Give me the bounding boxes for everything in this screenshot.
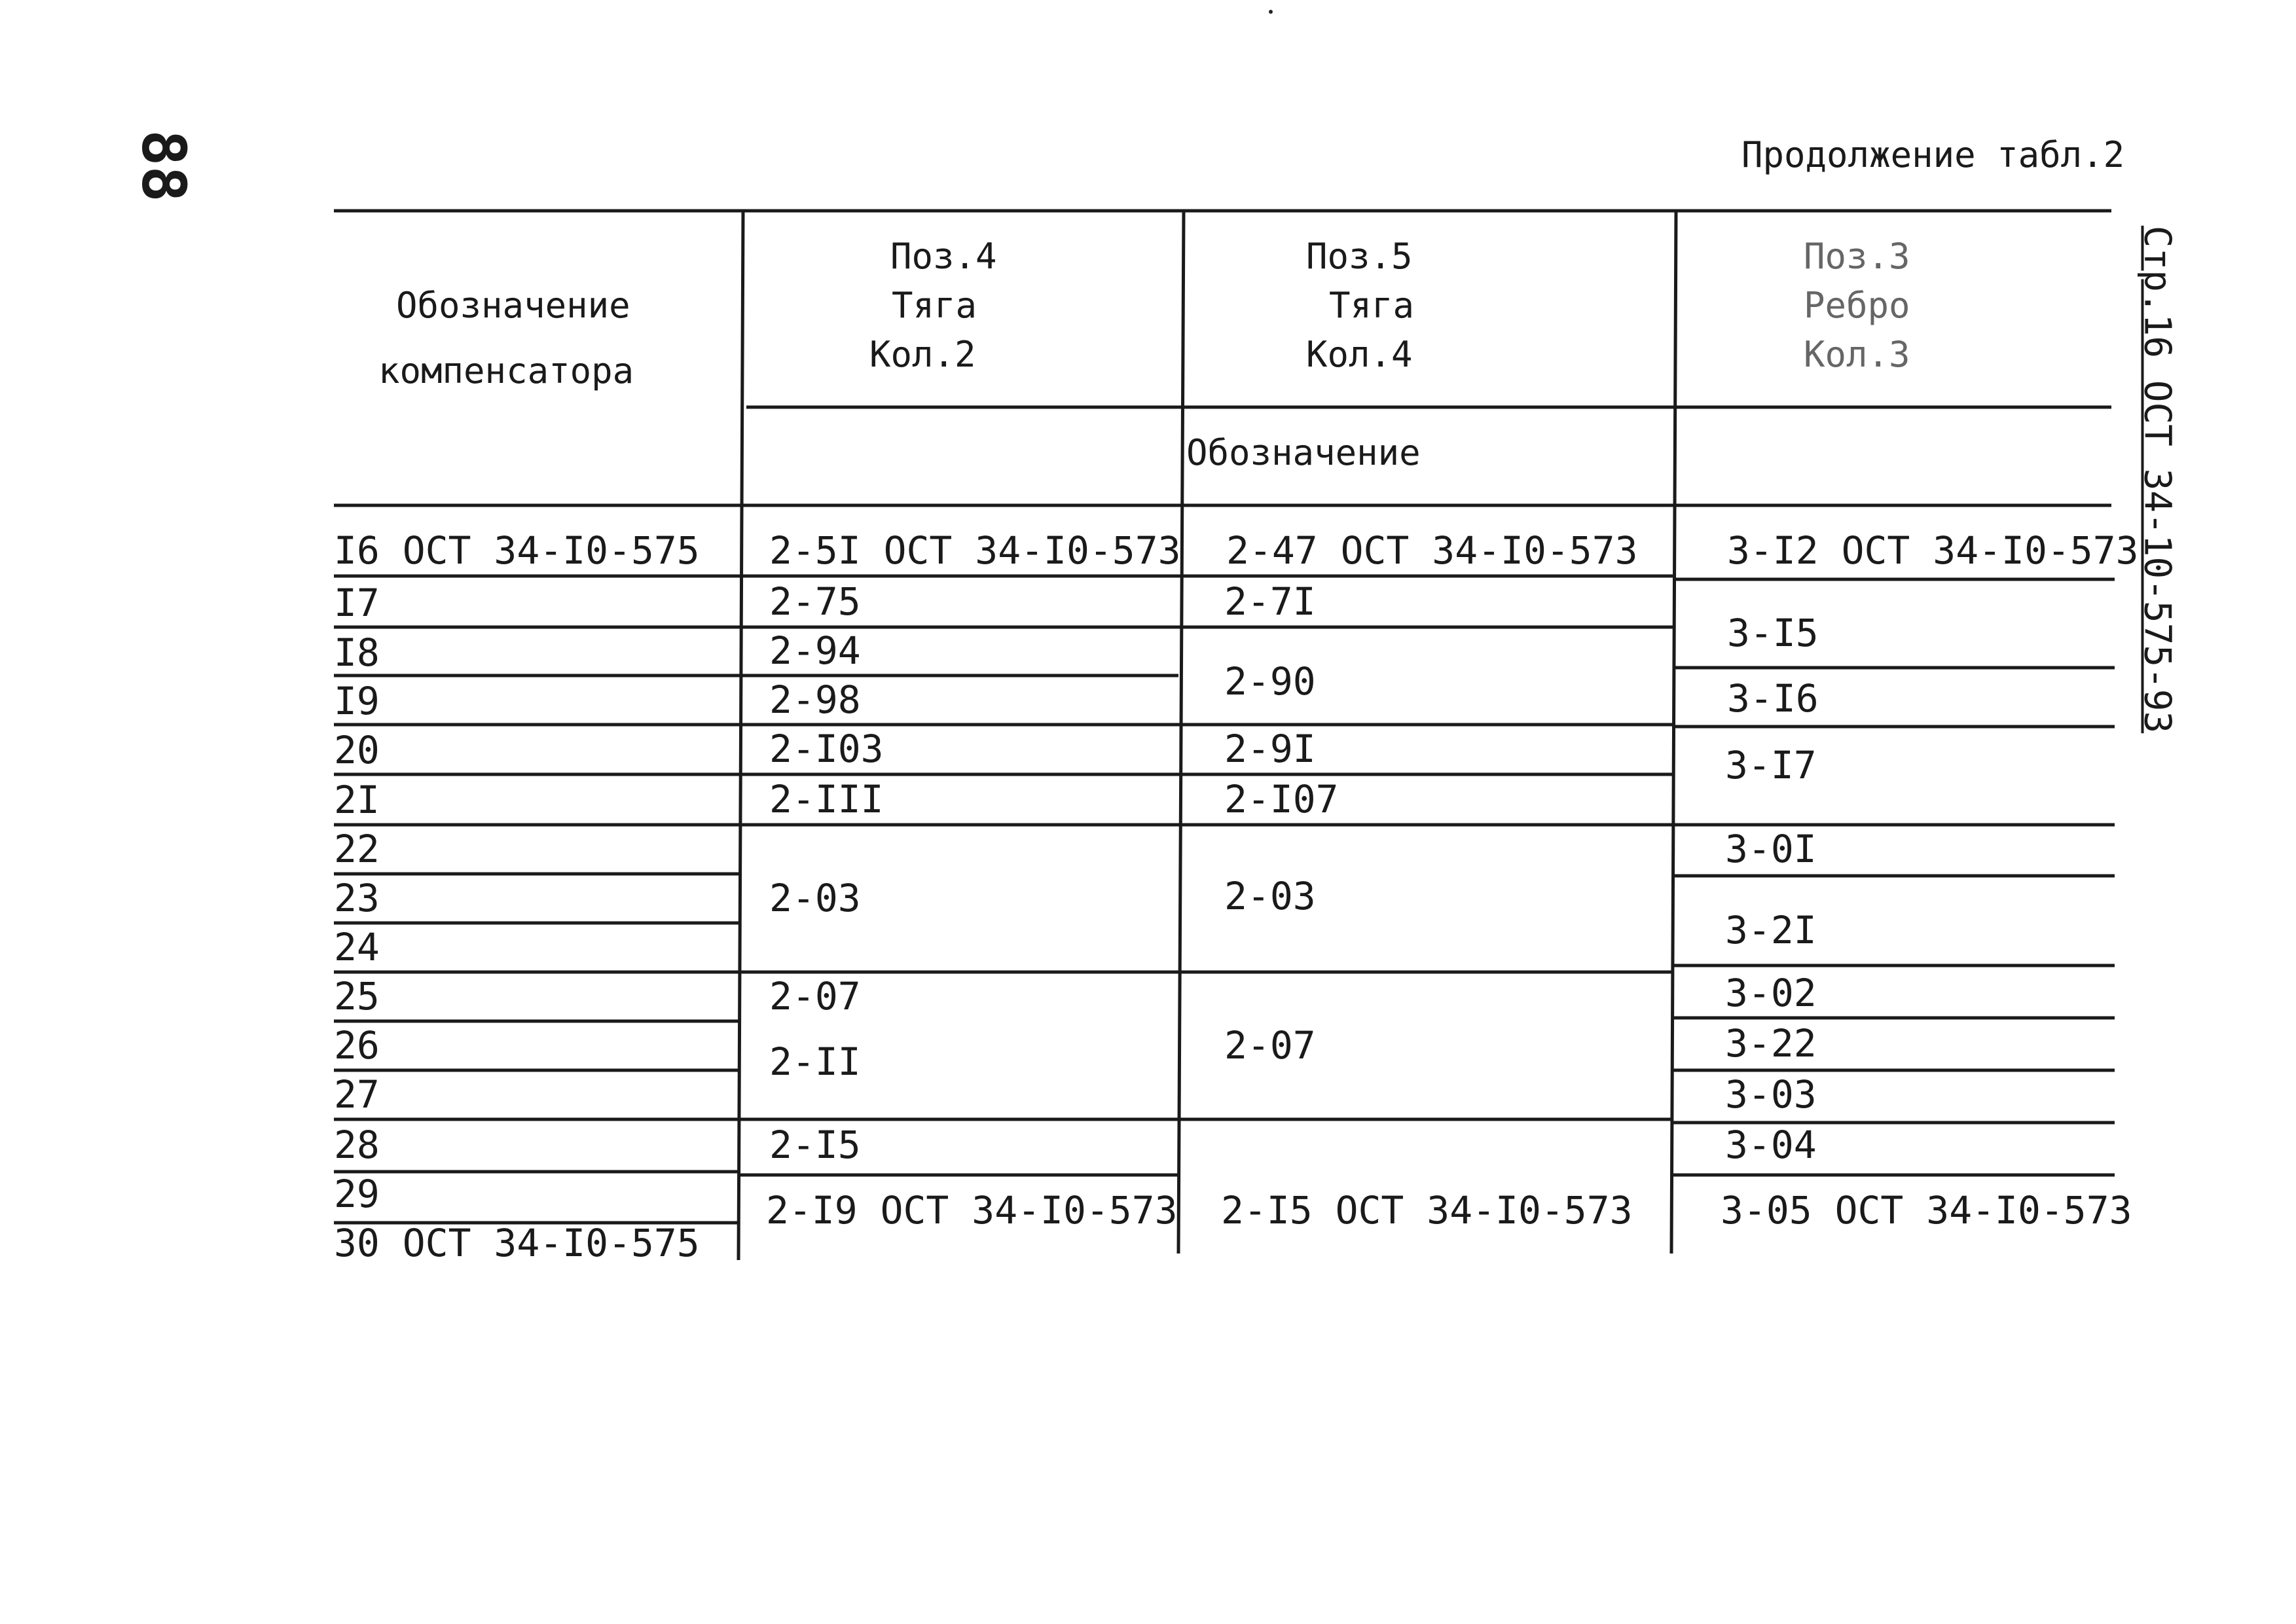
cell-designation-5: 20 bbox=[334, 728, 380, 772]
cell-pos3-7: 3-02 bbox=[1725, 971, 1817, 1015]
cell-pos3-2: 3-I5 bbox=[1727, 611, 1819, 655]
cell-pos4-10: 2-I5 bbox=[769, 1123, 861, 1167]
cell-pos5-3: 2-90 bbox=[1224, 659, 1316, 704]
cell-pos4-4: 2-98 bbox=[769, 677, 861, 722]
cell-pos4-8: 2-07 bbox=[769, 974, 861, 1019]
header-pos4-line2: Тяга bbox=[892, 285, 977, 326]
cell-designation-4: I9 bbox=[334, 679, 380, 723]
cell-pos3-10: 3-04 bbox=[1725, 1123, 1817, 1167]
side-document-code: Стр.16 ОСТ 34-10-575-93 bbox=[2136, 225, 2179, 734]
cell-pos3-8: 3-22 bbox=[1725, 1021, 1817, 1066]
header-subheader-designation: Обозначение bbox=[1186, 432, 1421, 473]
cell-designation-14: 29 bbox=[334, 1172, 380, 1216]
cell-pos4-7: 2-03 bbox=[769, 876, 861, 920]
cell-pos5-6: 2-03 bbox=[1224, 874, 1316, 918]
cell-designation-10: 25 bbox=[334, 974, 380, 1019]
cell-designation-2: I7 bbox=[334, 581, 380, 625]
continuation-title: Продолжение табл.2 bbox=[1741, 134, 2125, 175]
col-divider-1 bbox=[738, 211, 743, 1260]
cell-designation-7: 22 bbox=[334, 827, 380, 871]
cell-designation-8: 23 bbox=[334, 876, 380, 920]
cell-pos4-9: 2-II bbox=[769, 1039, 861, 1084]
cell-designation-11: 26 bbox=[334, 1023, 380, 1068]
cell-designation-6: 2I bbox=[334, 778, 380, 822]
cell-designation-13: 28 bbox=[334, 1123, 380, 1167]
header-designation-line2: компенсатора bbox=[378, 350, 634, 391]
cell-pos3-6: 3-2I bbox=[1725, 908, 1817, 952]
header-pos5-line1: Поз.5 bbox=[1306, 236, 1413, 277]
cell-pos3-4: 3-I7 bbox=[1725, 743, 1817, 787]
cell-pos5-1: 2-47 ОСТ 34-I0-573 bbox=[1226, 528, 1638, 573]
cell-designation-3: I8 bbox=[334, 630, 380, 675]
cell-pos5-4: 2-9I bbox=[1224, 727, 1316, 771]
cell-pos5-5: 2-I07 bbox=[1224, 777, 1339, 821]
cell-pos5-2: 2-7I bbox=[1224, 579, 1316, 624]
cell-pos4-3: 2-94 bbox=[769, 628, 861, 673]
cell-pos5-7: 2-07 bbox=[1224, 1023, 1316, 1068]
col-divider-3 bbox=[1671, 211, 1676, 1254]
header-designation-line1: Обозначение bbox=[396, 285, 630, 326]
col-divider-2 bbox=[1178, 211, 1184, 1254]
cell-pos4-1: 2-5I ОСТ 34-I0-573 bbox=[769, 528, 1181, 573]
header-pos3-line3: Кол.3 bbox=[1804, 334, 1910, 375]
cell-designation-12: 27 bbox=[334, 1072, 380, 1117]
header-pos5-line2: Тяга bbox=[1329, 285, 1415, 326]
cell-pos3-1: 3-I2 ОСТ 34-I0-573 bbox=[1727, 528, 2139, 573]
cell-pos3-3: 3-I6 bbox=[1727, 676, 1819, 721]
header-pos4-line1: Поз.4 bbox=[890, 236, 997, 277]
header-pos4-line3: Кол.2 bbox=[869, 334, 976, 375]
cell-pos4-6: 2-III bbox=[769, 777, 884, 821]
cell-pos3-9: 3-03 bbox=[1725, 1072, 1817, 1117]
cell-pos4-5: 2-I03 bbox=[769, 727, 884, 771]
header-pos3-line1: Поз.3 bbox=[1804, 236, 1910, 277]
page-number: 88 bbox=[128, 130, 199, 202]
cell-pos4-2: 2-75 bbox=[769, 579, 861, 624]
cell-designation-1: I6 ОСТ 34-I0-575 bbox=[334, 528, 700, 573]
cell-designation-15: 30 ОСТ 34-I0-575 bbox=[334, 1221, 700, 1265]
cell-pos4-11: 2-I9 ОСТ 34-I0-573 bbox=[766, 1188, 1178, 1233]
cell-pos3-11: 3-05 ОСТ 34-I0-573 bbox=[1721, 1188, 2132, 1233]
header-pos3-line2: Ребро bbox=[1804, 285, 1910, 326]
header-pos5-line3: Кол.4 bbox=[1306, 334, 1413, 375]
cell-designation-9: 24 bbox=[334, 925, 380, 969]
cell-pos3-5: 3-0I bbox=[1725, 827, 1817, 871]
cell-pos5-8: 2-I5 ОСТ 34-I0-573 bbox=[1221, 1188, 1633, 1233]
